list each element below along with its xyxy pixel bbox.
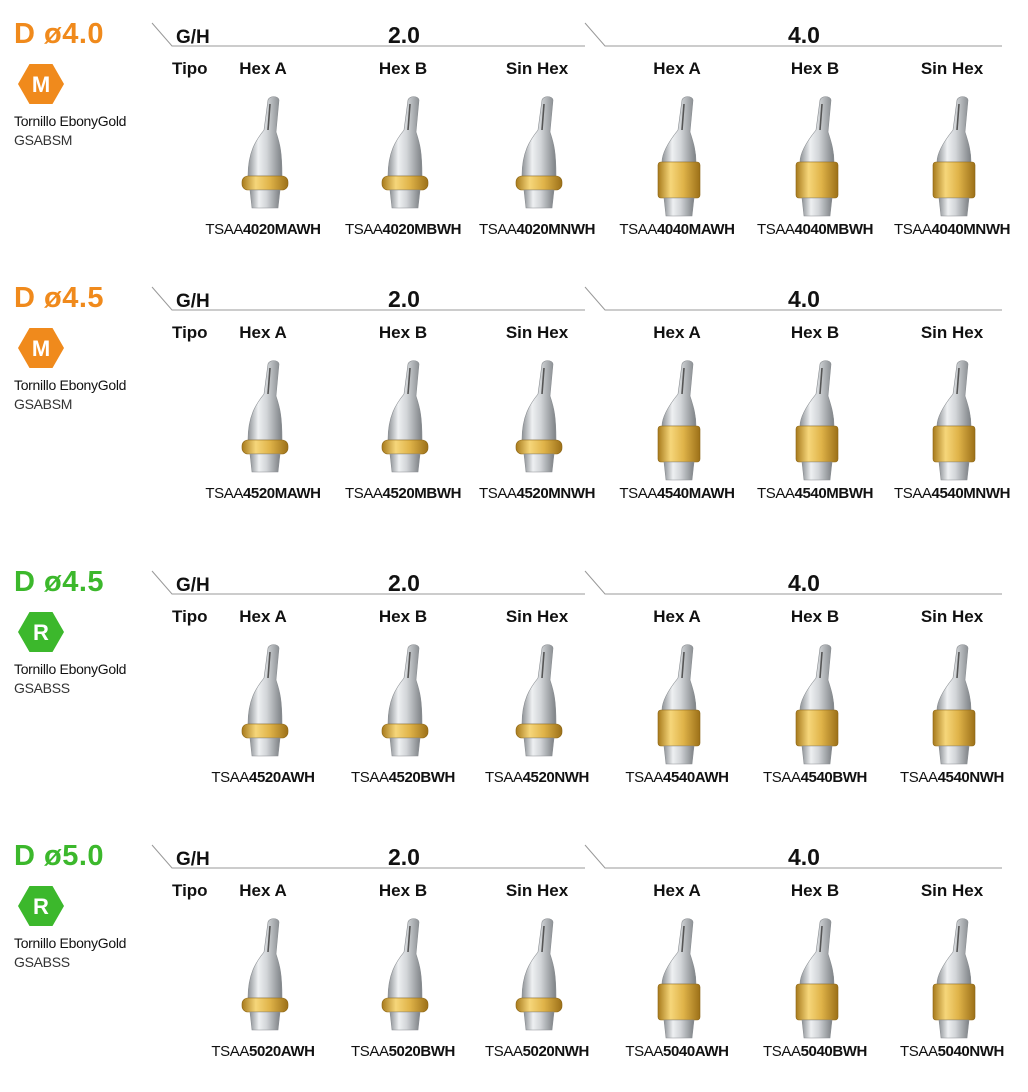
code-number: 4520AWH — [249, 769, 315, 786]
tipo-label: Tipo — [172, 59, 208, 78]
header-lines — [150, 568, 1010, 598]
product-code — [191, 485, 335, 502]
screw-info — [14, 112, 126, 150]
code-number: 4020MNWH — [516, 221, 596, 238]
column-header: Hex A — [239, 59, 287, 78]
column-header: Sin Hex — [920, 59, 984, 78]
height-4-label: 4.0 — [788, 22, 820, 48]
height-4-label: 4.0 — [788, 286, 820, 312]
column-header: Sin Hex — [920, 323, 984, 342]
abutment-image — [228, 914, 298, 1034]
code-number: 4040MNWH — [931, 221, 1011, 238]
code-prefix: TSAA — [351, 769, 389, 786]
column-header: Sin Hex — [920, 607, 984, 626]
code-number: 4540MNWH — [931, 485, 1011, 502]
code-prefix: TSAA — [351, 1043, 389, 1060]
product-code — [743, 769, 887, 786]
code-prefix: TSAA — [756, 485, 795, 502]
code-number: 5040NWH — [937, 1043, 1004, 1060]
abutment-image — [228, 640, 298, 760]
code-prefix: TSAA — [205, 221, 243, 238]
product-code — [191, 769, 335, 786]
abutment-image — [368, 92, 438, 212]
product-code — [191, 221, 335, 238]
code-number: 4040MAWH — [656, 221, 735, 238]
code-number: 4520BWH — [388, 769, 455, 786]
column-header: Hex A — [653, 59, 701, 78]
abutment-image — [917, 914, 987, 1034]
column-header: Sin Hex — [920, 881, 984, 900]
abutment-image — [368, 914, 438, 1034]
screw-code: GSABSS — [14, 680, 70, 696]
abutment-image — [780, 356, 850, 476]
product-code — [880, 1043, 1024, 1060]
abutment-image — [642, 640, 712, 760]
screw-info — [14, 934, 126, 972]
column-header: Hex B — [378, 323, 428, 342]
section-1 — [0, 0, 1028, 270]
size-badge-icon — [18, 612, 64, 652]
section-title: D ø4.5 — [14, 282, 105, 314]
column-header: Hex A — [239, 323, 287, 342]
product-code — [743, 221, 887, 238]
gh-label: G/H — [176, 27, 210, 48]
code-number: 4040MBWH — [794, 221, 874, 238]
product-code — [880, 769, 1024, 786]
column-header: Hex B — [790, 607, 840, 626]
code-number: 4540MBWH — [794, 485, 874, 502]
section-2 — [0, 264, 1028, 534]
code-number: 4540NWH — [937, 769, 1004, 786]
size-badge-icon — [18, 328, 64, 368]
abutment-image — [642, 356, 712, 476]
code-number: 4540AWH — [663, 769, 729, 786]
column-header: Hex B — [790, 59, 840, 78]
size-badge-icon — [18, 64, 64, 104]
column-header: Sin Hex — [505, 881, 569, 900]
code-prefix: TSAA — [211, 1043, 249, 1060]
abutment-image — [642, 92, 712, 212]
column-header: Hex A — [653, 607, 701, 626]
svg-text:R: R — [33, 620, 49, 645]
product-code — [605, 485, 749, 502]
code-prefix: TSAA — [485, 769, 523, 786]
screw-code: GSABSM — [14, 132, 73, 148]
product-code — [465, 221, 609, 238]
header-lines — [150, 20, 1010, 50]
svg-text:M: M — [31, 72, 51, 97]
abutment-image — [228, 92, 298, 212]
code-number: 5020NWH — [522, 1043, 589, 1060]
code-prefix: TSAA — [478, 221, 517, 238]
product-code — [465, 1043, 609, 1060]
abutment-image — [502, 640, 572, 760]
section-title: D ø4.5 — [14, 566, 105, 598]
abutment-image — [780, 914, 850, 1034]
code-prefix: TSAA — [619, 221, 657, 238]
abutment-image — [780, 92, 850, 212]
product-code — [465, 485, 609, 502]
code-prefix: TSAA — [211, 769, 249, 786]
column-header: Hex B — [790, 323, 840, 342]
product-code — [331, 769, 475, 786]
code-number: 4020MBWH — [382, 221, 462, 238]
abutment-image — [368, 640, 438, 760]
code-prefix: TSAA — [625, 1043, 663, 1060]
abutment-image — [917, 356, 987, 476]
code-prefix: TSAA — [619, 485, 657, 502]
size-badge-icon — [18, 886, 64, 926]
gh-label: G/H — [176, 291, 210, 312]
screw-code: GSABSS — [14, 954, 70, 970]
column-header: Hex A — [653, 881, 701, 900]
product-code — [605, 1043, 749, 1060]
screw-info — [14, 376, 126, 414]
screw-name: Tornillo EbonyGold — [14, 113, 127, 129]
product-code — [331, 485, 475, 502]
column-header: Hex A — [239, 881, 287, 900]
screw-info — [14, 660, 126, 698]
abutment-image — [502, 914, 572, 1034]
column-header: Hex B — [378, 607, 428, 626]
height-2-label: 2.0 — [388, 570, 420, 596]
section-3 — [0, 548, 1028, 818]
code-prefix: TSAA — [893, 485, 932, 502]
code-number: 5020AWH — [249, 1043, 315, 1060]
product-code — [880, 221, 1024, 238]
gh-label: G/H — [176, 849, 210, 870]
column-header: Hex A — [239, 607, 287, 626]
abutment-image — [780, 640, 850, 760]
height-4-label: 4.0 — [788, 570, 820, 596]
code-prefix: TSAA — [478, 485, 517, 502]
product-code — [743, 1043, 887, 1060]
code-number: 4540BWH — [800, 769, 867, 786]
code-prefix: TSAA — [344, 485, 383, 502]
code-number: 4020MAWH — [242, 221, 321, 238]
height-4-label: 4.0 — [788, 844, 820, 870]
code-prefix: TSAA — [205, 485, 243, 502]
code-prefix: TSAA — [756, 221, 795, 238]
product-code — [605, 221, 749, 238]
code-prefix: TSAA — [485, 1043, 523, 1060]
height-2-label: 2.0 — [388, 22, 420, 48]
abutment-image — [917, 640, 987, 760]
tipo-label: Tipo — [172, 323, 208, 342]
column-header: Sin Hex — [505, 59, 569, 78]
screw-name: Tornillo EbonyGold — [14, 377, 127, 393]
code-prefix: TSAA — [893, 221, 932, 238]
height-2-label: 2.0 — [388, 844, 420, 870]
code-number: 4540MAWH — [656, 485, 735, 502]
code-number: 5040BWH — [800, 1043, 867, 1060]
header-lines — [150, 842, 1010, 872]
tipo-label: Tipo — [172, 607, 208, 626]
code-number: 5040AWH — [663, 1043, 729, 1060]
code-prefix: TSAA — [900, 769, 938, 786]
svg-text:R: R — [33, 894, 49, 919]
tipo-label: Tipo — [172, 881, 208, 900]
header-lines — [150, 284, 1010, 314]
abutment-image — [642, 914, 712, 1034]
column-header: Sin Hex — [505, 323, 569, 342]
product-code — [743, 485, 887, 502]
column-header: Sin Hex — [505, 607, 569, 626]
abutment-image — [228, 356, 298, 476]
gh-label: G/H — [176, 575, 210, 596]
product-code — [605, 769, 749, 786]
abutment-image — [917, 92, 987, 212]
code-number: 4520MBWH — [382, 485, 462, 502]
code-prefix: TSAA — [763, 769, 801, 786]
code-prefix: TSAA — [763, 1043, 801, 1060]
section-4 — [0, 822, 1028, 1092]
column-header: Hex B — [790, 881, 840, 900]
product-code — [465, 769, 609, 786]
column-header: Hex B — [378, 881, 428, 900]
code-number: 4520NWH — [522, 769, 589, 786]
product-code — [880, 485, 1024, 502]
code-number: 4520MAWH — [242, 485, 321, 502]
column-header: Hex B — [378, 59, 428, 78]
abutment-image — [502, 92, 572, 212]
svg-text:M: M — [31, 336, 51, 361]
column-header: Hex A — [653, 323, 701, 342]
product-code — [331, 1043, 475, 1060]
code-prefix: TSAA — [625, 769, 663, 786]
screw-code: GSABSM — [14, 396, 73, 412]
screw-name: Tornillo EbonyGold — [14, 935, 127, 951]
screw-name: Tornillo EbonyGold — [14, 661, 127, 677]
abutment-image — [502, 356, 572, 476]
product-code — [191, 1043, 335, 1060]
section-title: D ø5.0 — [14, 840, 105, 872]
product-code — [331, 221, 475, 238]
abutment-image — [368, 356, 438, 476]
code-number: 4520MNWH — [516, 485, 596, 502]
code-prefix: TSAA — [900, 1043, 938, 1060]
section-title: D ø4.0 — [14, 18, 105, 50]
code-prefix: TSAA — [344, 221, 383, 238]
code-number: 5020BWH — [388, 1043, 455, 1060]
height-2-label: 2.0 — [388, 286, 420, 312]
